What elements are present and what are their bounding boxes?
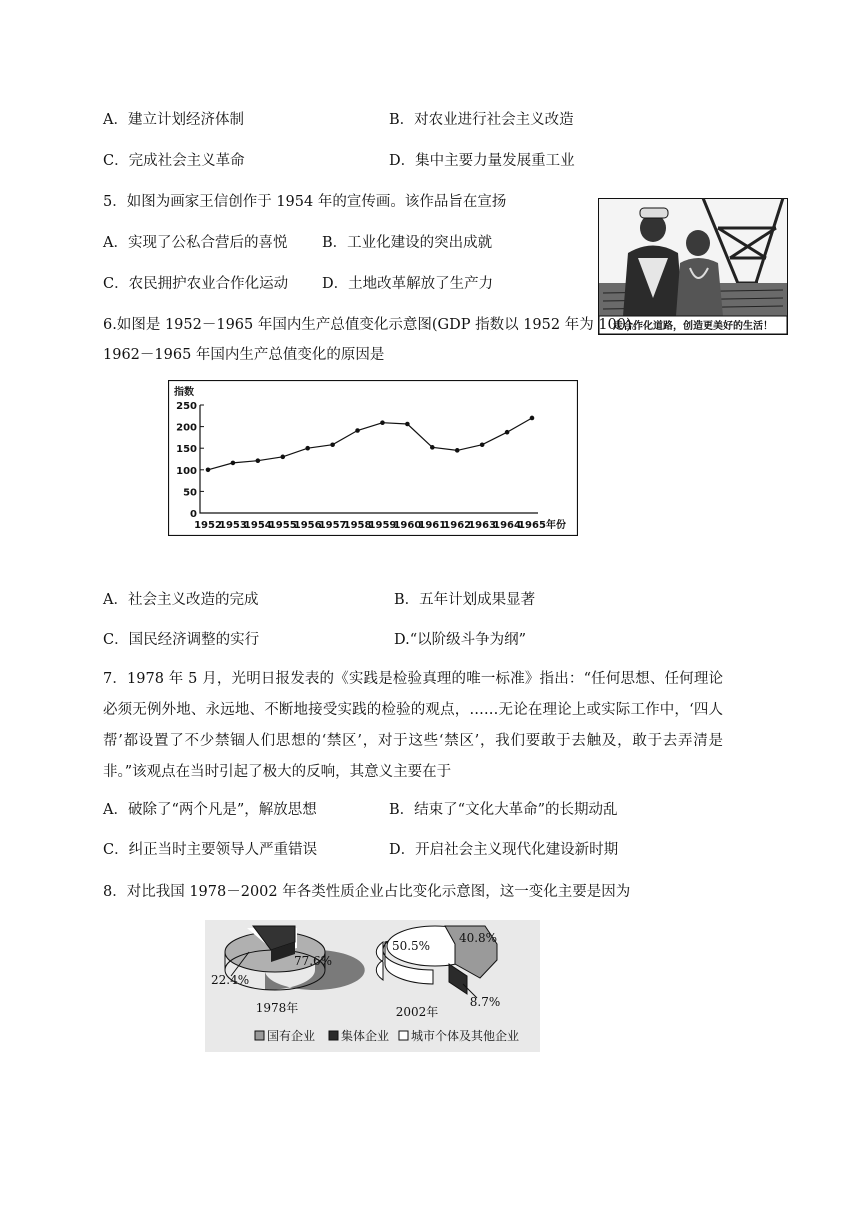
x-tick-label: 1960 bbox=[393, 520, 422, 531]
gdp-data-point bbox=[505, 430, 510, 435]
gdp-index-chart bbox=[168, 380, 578, 536]
legend-private: 城市个体及其他企业 bbox=[411, 1029, 520, 1043]
q5-option-a: A．实现了公私合营后的喜悦 bbox=[103, 235, 288, 251]
q7-stem: 7．1978 年 5 月，光明日报发表的《实践是检验真理的唯一标准》指出：“任何思想、任何理论必须无例外地、永远地、不断地接受实践的检验的观点，……无论在理论上或实际工作中，‘四人帮’都设置了不少禁锢人们思想的‘禁区’，对于这些‘禁区’，我们要敢于去触及，敢于去弄清是非。”该观点在当时引起了极大的反响，其意义主要在于 bbox=[103, 671, 723, 780]
y-tick-label: 200 bbox=[176, 422, 197, 434]
label-1978-collective: 22.4% bbox=[211, 973, 250, 987]
gdp-data-point bbox=[256, 458, 261, 463]
x-tick-label: 1964 bbox=[493, 520, 521, 531]
q8-stem: 8．对比我国 1978－2002 年各类性质企业占比变化示意图，这一变化主要是因为 bbox=[103, 884, 631, 900]
q5-option-d: D．土地改革解放了生产力 bbox=[322, 276, 494, 292]
x-tick-label: 1953 bbox=[219, 520, 247, 531]
x-tick-label: 1958 bbox=[343, 520, 372, 531]
label-2002-private: 50.5% bbox=[391, 939, 431, 953]
x-tick-label: 1955 bbox=[268, 520, 297, 531]
q4-option-c: C．完成社会主义革命 bbox=[103, 153, 245, 169]
q6-stem-line1: 6.如图是 1952－1965 年国内生产总值变化示意图(GDP 指数以 1952 年为 100)。 bbox=[103, 317, 647, 333]
gdp-data-point bbox=[455, 448, 460, 453]
legend-state: 国有企业 bbox=[267, 1029, 316, 1043]
enterprise-share-charts bbox=[205, 920, 540, 1052]
y-tick-label: 250 bbox=[176, 401, 197, 412]
gdp-data-point bbox=[530, 416, 535, 421]
q5-option-c: C．农民拥护农业合作化运动 bbox=[103, 276, 289, 292]
q6-option-d: D.“以阶级斗争为纲” bbox=[394, 632, 527, 648]
x-tick-label: 1959 bbox=[368, 520, 397, 531]
x-tick-label: 1963 bbox=[468, 520, 497, 531]
x-tick-label: 1965 bbox=[518, 520, 546, 531]
chart-xlabel: 年份 bbox=[546, 520, 566, 531]
q4-option-b: B．对农业进行社会主义改造 bbox=[389, 112, 574, 128]
y-tick-label: 50 bbox=[183, 487, 197, 499]
poster-caption: 走合作化道路，创造更美好的生活！ bbox=[613, 321, 773, 332]
q4-option-a: A．建立计划经济体制 bbox=[103, 112, 244, 128]
q7-option-a: A．破除了“两个凡是”，解放思想 bbox=[103, 802, 317, 818]
x-tick-label: 1957 bbox=[318, 520, 347, 531]
legend-swatch-private bbox=[399, 1031, 408, 1040]
legend-swatch-collective bbox=[329, 1031, 338, 1040]
pie-2002-title: 2002年 bbox=[395, 1005, 439, 1019]
gdp-data-point bbox=[430, 445, 435, 450]
x-tick-label: 1956 bbox=[293, 520, 322, 531]
x-tick-label: 1962 bbox=[443, 520, 472, 531]
q6-option-c: C．国民经济调整的实行 bbox=[103, 632, 260, 648]
q7-option-c: C．纠正当时主要领导人严重错误 bbox=[103, 842, 318, 858]
gdp-data-point bbox=[355, 428, 360, 433]
chart-ylabel: 指数 bbox=[174, 387, 194, 398]
gdp-data-point bbox=[206, 468, 211, 473]
q5-option-b: B．工业化建设的突出成就 bbox=[322, 235, 493, 251]
gdp-data-point bbox=[480, 442, 485, 447]
x-tick-label: 1961 bbox=[418, 520, 447, 531]
legend-collective: 集体企业 bbox=[341, 1029, 390, 1043]
gdp-data-point bbox=[380, 420, 385, 425]
q6-option-a: A．社会主义改造的完成 bbox=[103, 592, 259, 608]
q7-option-b: B．结束了“文化大革命”的长期动乱 bbox=[389, 802, 618, 818]
q5-stem: 5．如图为画家王信创作于 1954 年的宣传画。该作品旨在宣扬 bbox=[103, 194, 507, 210]
gdp-data-point bbox=[330, 442, 335, 447]
legend-swatch-state bbox=[255, 1031, 264, 1040]
gdp-data-point bbox=[280, 455, 285, 460]
q6-stem-line2: 1962－1965 年国内生产总值变化的原因是 bbox=[103, 347, 385, 363]
y-tick-label: 150 bbox=[176, 444, 197, 456]
x-tick-label: 1954 bbox=[243, 520, 272, 531]
q6-option-b: B．五年计划成果显著 bbox=[394, 592, 536, 608]
y-tick-label: 0 bbox=[190, 509, 197, 520]
gdp-data-point bbox=[305, 446, 310, 451]
label-2002-collective: 8.7% bbox=[469, 995, 501, 1009]
x-tick-label: 1952 bbox=[194, 520, 222, 531]
label-2002-state: 40.8% bbox=[458, 931, 498, 945]
gdp-data-point bbox=[231, 461, 236, 466]
pie-1978-title: 1978年 bbox=[255, 1001, 299, 1015]
label-1978-state: 77.6% bbox=[293, 954, 333, 968]
q4-option-d: D．集中主要力量发展重工业 bbox=[389, 153, 575, 169]
y-tick-label: 100 bbox=[176, 465, 197, 477]
gdp-data-point bbox=[405, 422, 410, 427]
pie-legend bbox=[255, 1028, 519, 1043]
q7-option-d: D．开启社会主义现代化建设新时期 bbox=[389, 842, 619, 858]
